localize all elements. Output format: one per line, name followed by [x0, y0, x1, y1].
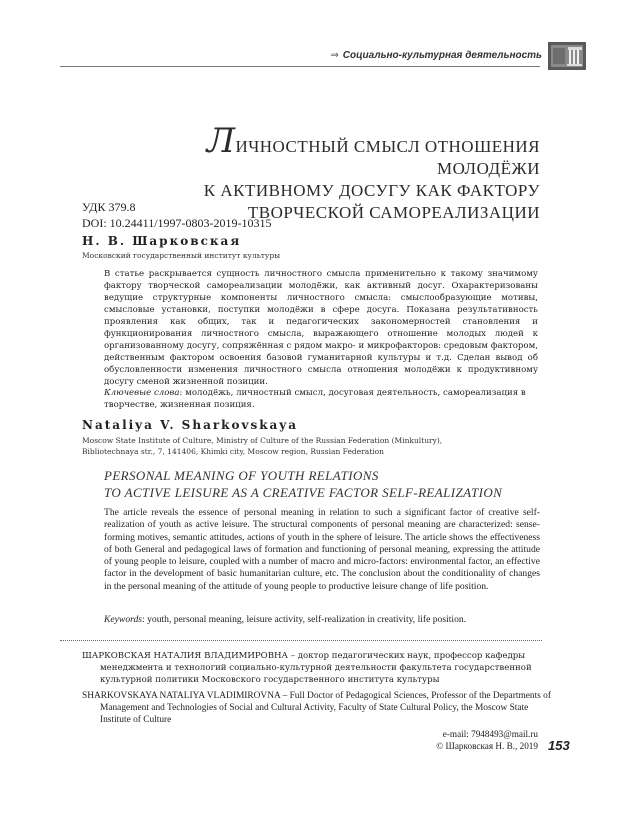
title-line-2: К АКТИВНОМУ ДОСУГУ КАК ФАКТОРУ: [203, 181, 540, 200]
arrow-icon: ⇒: [330, 50, 339, 61]
affiliation-en-1: Moscow State Institute of Culture, Ministry of Culture of the Russian Federation (Minkultury),: [82, 436, 443, 445]
author-en: Nataliya V. Sharkovskaya: [82, 418, 299, 432]
column-icon: [548, 42, 586, 70]
copyright: © Шарковская Н. В., 2019: [436, 741, 538, 751]
author-bio-ru: ШАРКОВСКАЯ НАТАЛИЯ ВЛАДИМИРОВНА – доктор педагогических наук, профессор кафедры менеджмента и технологий социально-культурной деятельности факультета государственной культурной политики Московского государственного института культуры: [82, 651, 532, 685]
author-ru: Н. В. Шарковская: [82, 234, 242, 248]
affiliation-ru: Московский государственный институт культуры: [82, 251, 281, 260]
title-en: [104, 467, 538, 501]
title-initial: Л: [206, 121, 236, 161]
abstract-ru: В статье раскрывается сущность личностного смысла применительно к такому значимому фактору творческой самореализации молодёжи, как активный досуг. Охарактеризованы ведущие структурные компоненты личностного смысла: смыслообразующие мотивы, смысловые установки, поступки молодёжи в сфере досуга. Показана результативность проявления как общих, так и педагогических закономерностей становления и функционирования личностного смысла, выражающего отношение молодых людей к организованному досугу, сопряжённая с рядом макро- и микрофакторов: средовым фактором, действенным фактором освоения базовой гуманитарной культуры и т.д. Сделан вывод об обусловленности изменения личностного смысла отношения молодёжи к продуктивному досугу сменой жизненной позиции.: [104, 269, 538, 387]
header-rule: [60, 66, 540, 67]
keywords-ru: [104, 387, 538, 411]
title-en-line-2: TO ACTIVE LEISURE AS A CREATIVE FACTOR SELF-REALIZATION: [104, 485, 503, 500]
page-number: 153: [548, 738, 570, 753]
udk: УДК 379.8: [82, 200, 136, 214]
contact: [330, 728, 538, 752]
keywords-text-ru: : молодёжь, личностный смысл, досуговая деятельность, самореализация в творчестве, жизненная позиция.: [104, 388, 526, 410]
affiliation-en-2: Bibliotechnaya str., 7, 141406, Khimki city, Moscow region, Russian Federation: [82, 447, 384, 456]
keywords-label-ru: Ключевые слова: [104, 388, 180, 398]
article-title: [140, 121, 540, 224]
keywords-text-en: : youth, personal meaning, leisure activity, self-realization in creativity, life position.: [142, 614, 467, 625]
title-line-1: ИЧНОСТНЫЙ СМЫСЛ ОТНОШЕНИЯ МОЛОДЁЖИ: [235, 137, 540, 178]
separator: [60, 640, 542, 641]
email: e-mail: 7948493@mail.ru: [442, 729, 538, 739]
abstract-en: The article reveals the essence of personal meaning in relation to such a significant factor of creative self-realization of youth as active leisure. The structural components of personal meaning are characterized: sense-forming motives, semantic attitudes, actions of youth in the sphere of leisure. The article shows the effectiveness of both General and pedagogical laws of formation and functioning of personal meaning, expressing the attitude of young people to leisure, coupled with a number of macro and micro-factors: environmental factor, an effective factor in the development of basic humanitarian culture, etc. The conclusion about the conditionality of changes in the personal meaning of the attitude of young people to productive leisure change of life position.: [104, 507, 540, 592]
doi: DOI: 10.24411/1997-0803-2019-10315: [82, 216, 272, 230]
keywords-label-en: Keywords: [104, 614, 143, 625]
section-title: Социально-культурная деятельность: [342, 50, 542, 61]
running-header: [330, 50, 542, 61]
author-bio-en: SHARKOVSKAYA NATALIYA VLADIMIROVNA – Full Doctor of Pedagogical Sciences, Professor of the Departments of Management and Technologies of Social and Cultural Activity, Faculty of State Cultural Policy, the Moscow State Institute of Culture: [82, 691, 551, 725]
title-line-3: ТВОРЧЕСКОЙ САМОРЕАЛИЗАЦИИ: [247, 203, 540, 222]
keywords-en: [104, 614, 538, 626]
title-en-line-1: PERSONAL MEANING OF YOUTH RELATIONS: [104, 468, 379, 483]
